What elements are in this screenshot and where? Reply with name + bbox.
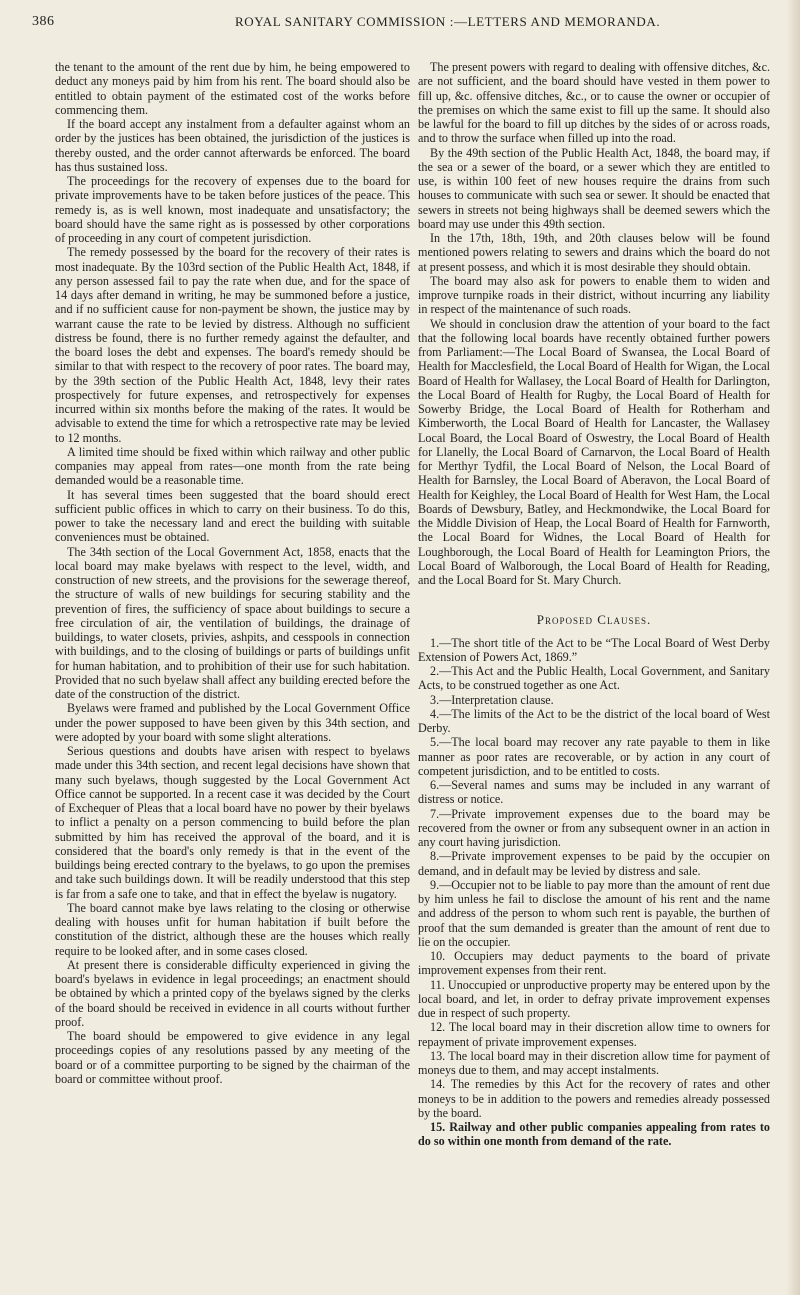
paragraph: By the 49th section of the Public Health Act, 1848, the board may, if the sea or a sewer of the board, or a sewer which they are entitled to use, is within 100 feet of new houses require the drains from such houses to communicate with such sea or sewer. It should be enacted that sewers in streets not being highways shall be deemed sewers which the board may use under this 49th section. (418, 145, 770, 231)
paragraph: The board should be empowered to give evidence in any legal proceedings copies of any resolutions passed by any meeting of the board or of a committee purporting to be signed by the chairman of the board or committee without proof. (55, 1029, 410, 1086)
clause: 1.—The short title of the Act to be “The Local Board of West Derby Extension of Powers Act, 1869.” (418, 635, 770, 664)
clause: 14. The remedies by this Act for the recovery of rates and other moneys to be in addition to the powers and remedies already possessed by the board. (418, 1077, 770, 1120)
paragraph: The present powers with regard to dealing with offensive ditches, &c. are not sufficient, and the board should have vested in them power to fill up, &c. offensive ditches, &c., or to cause the owner or occupier of the premises on which the same exist to fill up the same. It should also be lawful for the board to fill up ditches by the sides of or across roads, and to throw the surface when filled up into the road. (418, 60, 770, 146)
clause: 7.—Private improvement expenses due to the board may be recovered from the owner or from any subsequent owner in an action in any court having jurisdiction. (418, 806, 770, 849)
paragraph: The proceedings for the recovery of expenses due to the board for private improvements have to be taken before justices of the peace. This remedy is, as is well known, most inadequate and unsatisfactory; the board should have the same right as is possessed by other corporations of proceeding in any court of competent jurisdiction. (55, 174, 410, 245)
left-column (55, 60, 410, 1086)
paragraph: We should in conclusion draw the attention of your board to the fact that the following local boards have recently obtained further powers from Parliament:—The Local Board of Swansea, the Local Board of Health for Macclesfield, the Local Board of Health for Wigan, the Local Board of Health for Wallasey, the Local Board of Health for Darlington, the Local Board of Health for Rugby, the Local Board of Health for Sowerby Bridge, the Local Board of Health for Rotherham and Kimberworth, the Local Board of Health for Lancaster, the Wallasey Local Board, the Local Board of Oswestry, the Local Board of Health for Llanelly, the Local Board of Carnarvon, the Local Board of Health for Merthyr Tydfil, the Local Board of Nelson, the Local Board of Health for Barnsley, the Local Board of Aberavon, the Local Board of Health for Keighley, the Local Board of Health for West Ham, the Local Boards of Dewsbury, Batley, and Heckmondwike, the Local Board for the Middle Division of Heap, the Local Board of Health for Farnworth, the Local Board for Widnes, the Local Board of Health for Loughborough, the Local Board of Health for Leamington Priors, the Local Board of Walborough, the Local Board of Health for Reading, and the Local Board for St. Mary Church. (418, 316, 770, 587)
paragraph: The board cannot make bye laws relating to the closing or otherwise dealing with houses unfit for human habitation if built before the constitution of the district, although these are the houses which really require to be looked after, and in some cases closed. (55, 900, 410, 958)
paragraph: The 34th section of the Local Government Act, 1858, enacts that the local board may make byelaws with respect to the level, width, and construction of new streets, and the provisions for the sewerage thereof, the structure of walls of new buildings for securing stability and the prevention of fires, the sufficiency of space about buildings to secure a free circulation of air, the ventilation of buildings, the drainage of buildings, to water closets, privies, ashpits, and cesspools in connection with buildings, and to the closing of buildings or parts of buildings unfit for human habitation, and to prohibition of their use for such habitation. Provided that no such byelaw shall affect any building erected before the date of the construction of the district. (55, 544, 410, 701)
clause: 2.—This Act and the Public Health, Local Government, and Sanitary Acts, to be construed together as one Act. (418, 664, 770, 693)
clause: 10. Occupiers may deduct payments to the board of private improvement expenses from their rent. (418, 949, 770, 978)
clause: 8.—Private improvement expenses to be paid by the occupier on demand, and in default may be levied by distress and sale. (418, 849, 770, 878)
clause: 11. Unoccupied or unproductive property may be entered upon by the local board, and let, in order to defray private improvement expenses due in respect of such property. (418, 977, 770, 1020)
paragraph: Byelaws were framed and published by the Local Government Office under the power supposed to have been given by this 34th section, and were adopted by your board with some slight alterations. (55, 701, 410, 744)
paragraph: A limited time should be fixed within which railway and other public companies may appeal from rates—one month from the rate being demanded would be a reasonable time. (55, 444, 410, 488)
paragraph: Serious questions and doubts have arisen with respect to byelaws made under this 34th section, and recent legal decisions have shown that many such byelaws, though suggested by the Local Government Act Office cannot be supported. In a recent case it was decided by the Court of Exchequer of Pleas that a local board have no power by their byelaws to inflict a penalty on a person commencing to build before the plan submitted by him has received the approval of the board, and it is considered that the board's only remedy is that in the event of the buildings being erected contrary to the byelaws, to go upon the premises and take such buildings down. It will be readily understood that this step is far from a safe one to take, and that in effect the byelaw is nugatory. (55, 744, 410, 901)
clause: 15. Railway and other public companies appealing from rates to do so within one month from demand of the rate. (418, 1120, 770, 1149)
running-header (0, 14, 800, 36)
clause: 4.—The limits of the Act to be the district of the local board of West Derby. (418, 706, 770, 735)
paragraph: the tenant to the amount of the rent due by him, he being empowered to deduct any moneys paid by him from his rent. The board should also be entitled to obtain payment of the estimated cost of the works before commencing them. (55, 60, 410, 117)
paragraph: The remedy possessed by the board for the recovery of their rates is most inadequate. By the 103rd section of the Public Health Act, 1848, if any person assessed fail to pay the rate when due, and for the space of 14 days after demand in writing, he may be summoned before a justice, and if no sufficient cause for non-payment be shown, the justice may by warrant cause the rate to be levied by distress. Although no sufficient distress be found, there is no further remedy against the defaulter, and the board loses the debt and expenses. The board's remedy should be similar to that with respect to the recovery of poor rates. The board may, by the 39th section of the Public Health Act, 1848, levy their rates prospectively for future expenses, and retrospectively for expenses incurred within six months before the making of the rates. It would be advisable to extend the time for which a retrospective rate may be levied to 12 months. (55, 245, 410, 445)
section-heading: Proposed Clauses. (536, 612, 652, 628)
page-edge-shadow (786, 0, 800, 1295)
right-column (418, 60, 770, 1149)
paragraph: It has several times been suggested that the board should erect sufficient public offices in which to carry on their business. To do this, power to take the necessary land and erect the building with suitable conveniences must be obtained. (55, 487, 410, 545)
clause: 6.—Several names and sums may be included in any warrant of distress or notice. (418, 778, 770, 807)
clause: 13. The local board may in their discretion allow time for payment of moneys due to them, and may accept instalments. (418, 1048, 770, 1077)
clause: 9.—Occupier not to be liable to pay more than the amount of rent due by him unless he fail to disclose the amount of his rent and the name and address of the person to whom such rent is payable, the burthen of proof that the sum demanded is greater than the amount of rent due to lie on the occupier. (418, 877, 770, 949)
paragraph: At present there is considerable difficulty experienced in giving the board's byelaws in evidence in legal proceedings; an enactment should be obtained by which a printed copy of the byelaws signed by the clerks of the board should be received in evidence in all courts without further proof. (55, 957, 410, 1029)
paragraph: If the board accept any instalment from a defaulter against whom an order by the justices has been obtained, the jurisdiction of the justices is thereby ousted, and the order cannot afterwards be enforced. The board has thus sustained loss. (55, 117, 410, 174)
clause: 12. The local board may in their discretion allow time to owners for repayment of private improvement expenses. (418, 1020, 770, 1049)
clause: 5.—The local board may recover any rate payable to them in like manner as poor rates are recoverable, or by action in any court of competent jurisdiction, and to be entitled to costs. (418, 735, 770, 778)
running-title: ROYAL SANITARY COMMISSION :—LETTERS AND MEMORANDA. (235, 14, 661, 29)
clause: 3.—Interpretation clause. (430, 692, 554, 707)
paragraph: The board may also ask for powers to enable them to widen and improve turnpike roads in their district, without incurring any liability in respect of the maintenance of such roads. (418, 273, 770, 317)
page-number: 386 (32, 14, 55, 29)
paragraph: In the 17th, 18th, 19th, and 20th clauses below will be found mentioned powers relating to sewers and drains which the board do not at present possess, and which it is most desirable they should obtain. (418, 231, 770, 274)
